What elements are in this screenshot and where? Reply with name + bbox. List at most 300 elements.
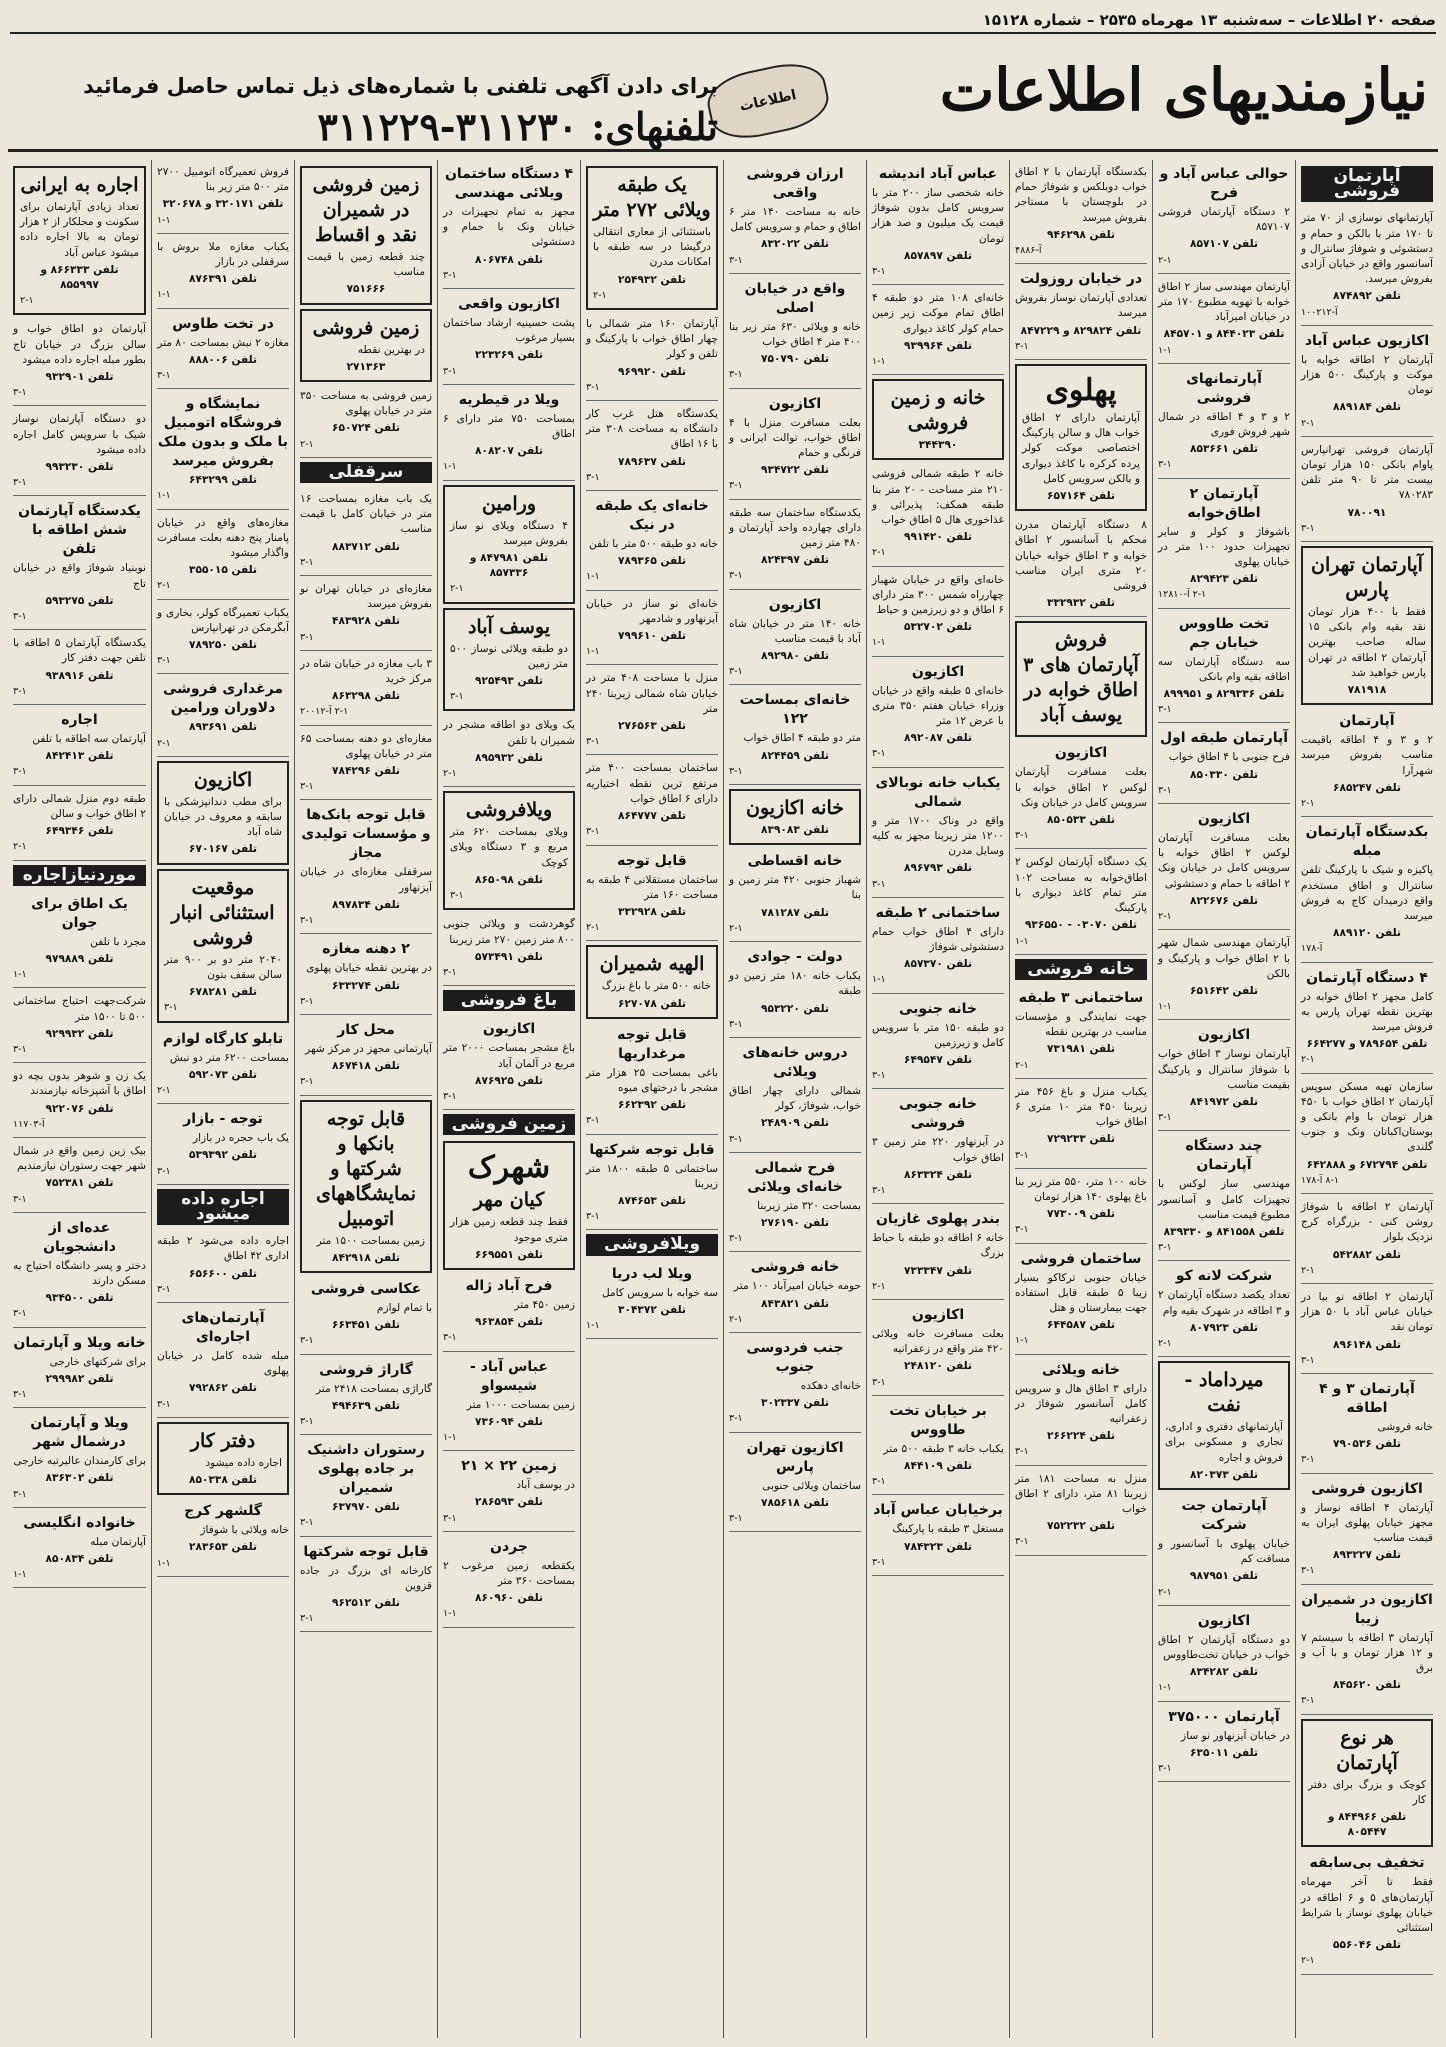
- ad-phone: تلفن ۸۴۴۹۶۶ و ۸۰۵۴۴۷: [1327, 1811, 1407, 1839]
- ad-body: گاراژی بمساحت ۲۴۱۸ متر: [315, 1382, 432, 1395]
- ad-title: بر خیابان تخت طاووس: [889, 1402, 987, 1438]
- ad-body: ۲ و ۳ و ۴ اطاقه در شمال شهر فروش فوری: [1158, 410, 1290, 439]
- ad-body: سرقفلی مغازه‌ای در خیابان آیزنهاور: [300, 866, 432, 894]
- classified-ad: [157, 1107, 289, 1185]
- classified-ad: [1158, 1264, 1290, 1357]
- ad-phone: تلفن ۴۹۴۶۳۹: [332, 1399, 400, 1412]
- ad-phone: تلفن ۸۴۲۴۱۳: [45, 750, 114, 763]
- ad-phone: تلفن ۸۴۳۸۲۱: [761, 1297, 829, 1310]
- classified-ad: [300, 1018, 432, 1096]
- ad-code: آ-۱۰۰۲۱۲: [1301, 306, 1338, 318]
- classified-ad: [1301, 1851, 1433, 1974]
- ad-code: ۳-۱: [13, 766, 27, 778]
- classified-ad: [13, 633, 146, 705]
- classified-ad: [13, 319, 146, 406]
- classified-ad: [872, 901, 1004, 994]
- classified-ad: [443, 1355, 575, 1452]
- ad-body: آپارتمان مبله: [90, 1535, 146, 1548]
- ad-code: ۱-۱: [157, 289, 171, 301]
- classified-ad: [1301, 440, 1433, 542]
- ad-phone: تلفن ۷۳۱۹۸۱: [1047, 1043, 1115, 1056]
- section-header: آپارتمان فروشی: [1301, 166, 1433, 202]
- ad-code: ۳-۱: [1301, 1695, 1315, 1707]
- classified-ad: [1301, 1477, 1433, 1585]
- ad-phone: تلفن ۶۸۵۲۴۷: [1333, 781, 1401, 794]
- ad-title: اکازیون: [1197, 1612, 1251, 1629]
- ad-phone: تلفن ۹۲۲۰۷۶: [45, 1102, 114, 1115]
- ad-code: ۳-۱: [586, 736, 600, 748]
- ad-body: ساختمان مستقلانی ۴ طبقه به مساحت ۱۶۰ متر: [586, 873, 719, 901]
- ad-phone: تلفن ۸۶۴۷۷۷: [618, 810, 686, 823]
- ad-phone: تلفن ۷۹۲۸۶۲: [189, 1382, 257, 1395]
- ad-phone: تلفن ۸۷۶۳۹۱: [189, 273, 257, 286]
- ad-body: مغازه ۲ نبش بمساحت ۸۰ متر: [157, 336, 289, 349]
- ad-phone: تلفن ۷۵۲۳۸۱: [45, 1177, 114, 1190]
- ad-body: دارای ۳ اطاق هال و سرویس کامل آسانسور شوفاژ در زعفرانیه: [1015, 1382, 1147, 1425]
- ad-phone: تلفن ۵۹۳۲۷۵: [45, 594, 114, 607]
- classified-ad: [1158, 1134, 1290, 1261]
- column-7: [437, 160, 580, 2038]
- classified-ad: [1015, 986, 1147, 1079]
- ad-phone: تلفن ۸۴۲۹۱۸: [332, 1251, 400, 1264]
- classified-ad: [729, 1255, 861, 1333]
- ad-title: یک طبقه ویلائی ۲۷۲ متر: [593, 174, 711, 221]
- ad-code: ۳-۱: [443, 1332, 457, 1344]
- ad-code: ۱-۱: [443, 1431, 457, 1443]
- ad-code: ۱-۱: [157, 490, 171, 502]
- classified-ad: [872, 379, 1004, 460]
- classified-ad: [300, 489, 432, 576]
- classified-ad: [157, 513, 289, 600]
- ad-body: یک باب حجره در بازار: [192, 1132, 289, 1145]
- ad-phone: تلفن ۲۹۹۹۸۲: [45, 1372, 114, 1385]
- ad-title: خانه‌ای یک طبقه در نیک: [595, 498, 709, 534]
- ad-phone: تلفن ۶۶۳۴۵۱: [332, 1319, 400, 1332]
- ad-phone: تلفن ۷۳۶۰۹۴: [475, 1415, 543, 1428]
- ad-phone: تلفن ۸۸۳۷۱۲: [332, 540, 400, 553]
- classified-ad: [443, 388, 575, 481]
- ad-phone: تلفن ۲۴۸۹۰۹: [761, 1117, 829, 1130]
- classified-ad: [1301, 208, 1433, 325]
- ad-code: ۳-۱: [729, 1018, 743, 1030]
- ad-phone: تلفن ۸۶۳۳۲۴: [904, 1168, 972, 1181]
- classified-ad: [586, 404, 718, 491]
- section-header: سرقفلی: [300, 462, 432, 483]
- ad-title: قابل توجه شرکتها: [303, 1543, 429, 1560]
- ad-code: ۳-۱: [164, 1002, 178, 1014]
- ad-body: خانه‌ای ۵ طبقه واقع در خیابان وزراء خیابان هفتم ۳۵۰ متری با عرض ۱۲ متر: [872, 684, 1004, 728]
- ad-phone: تلفن ۷۸۹۶۳۷: [618, 455, 686, 468]
- ad-body: دو دستگاه آپارتمان ۲ اطاق خواب در خیابان تخت‌طاووس: [1158, 1633, 1290, 1661]
- ad-phone: تلفن ۸۵۳۶۶۱: [1190, 443, 1258, 456]
- ad-body: آپارتمان ۲ اطاقه با شوفاژ روشن کنی - بزرگراه کرج نزدیک بلوار: [1301, 1200, 1433, 1244]
- masthead: [8, 40, 1438, 152]
- ad-code: ۲-۱: [1015, 1059, 1029, 1071]
- ad-title: عده‌ای از دانشجویان: [43, 1219, 116, 1255]
- ad-title: خانه‌ای بمساحت ۱۲۲: [739, 692, 851, 728]
- ad-title: ۴ دستگاه ساختمان ویلائی مهندسی: [444, 166, 574, 201]
- ad-phone: تلفن ۶۴۹۳۴۶: [45, 825, 114, 838]
- classified-ad: [1158, 933, 1290, 1020]
- ad-body: دارای ۴ اطاق خواب حمام دستشوئی شوفاژ: [872, 925, 1004, 953]
- ad-title: دفتر کار: [190, 1429, 256, 1452]
- ad-phone: تلفن ۸۷۴۶۵۳: [618, 1194, 686, 1207]
- ad-phone: تلفن ۸۴۵۶۲۰: [1333, 1679, 1401, 1692]
- classified-ad: [586, 594, 718, 666]
- ad-code: ۳-۱: [1301, 1565, 1315, 1577]
- ad-code: ۳-۱: [13, 1388, 27, 1400]
- ad-code: ۳-۱: [729, 1512, 743, 1524]
- ad-title: نمایشگاه و فروشگاه اتومبیل با ملک و بدون ملک بفروش میرسد: [157, 396, 289, 470]
- ad-phone: تلفن ۷۹۰۵۳۶: [1333, 1438, 1401, 1451]
- ad-body: مستغل ۳ طبقه با پارکینگ: [892, 1523, 1004, 1536]
- ad-code: ۳-۱: [586, 471, 600, 483]
- ad-title: یک اطاق برای جوان: [31, 895, 128, 931]
- ad-phone: تلفن ۸۳۶۳۰۲: [45, 1472, 114, 1485]
- ad-code: ۳-۱: [1015, 1224, 1029, 1236]
- ad-phone: تلفن ۲۷۶۵۶۳: [618, 720, 686, 733]
- ad-title: اکازیون: [768, 395, 822, 412]
- ad-phone: تلفن ۸۵۷۳۷۰: [904, 958, 972, 971]
- ad-code: ۲-۱ آ-۱۲۸۱۰: [1158, 589, 1207, 601]
- classified-ad: [443, 1141, 575, 1270]
- ad-phone: تلفن ۳۳۲۹۲۸: [618, 905, 686, 918]
- ad-phone: تلفن ۵۹۲۰۷۳: [189, 1068, 257, 1081]
- ad-code: ۳-۱: [1015, 1149, 1029, 1161]
- ad-body: شمالی دارای چهار اطاق خواب، شوفاژ، کولر: [729, 1084, 861, 1113]
- ad-title: دروس خانه‌های ویلائی: [742, 1044, 848, 1080]
- ad-code: ۱-۱: [157, 214, 171, 226]
- ad-code: ۱-۱: [872, 974, 886, 986]
- classified-ad: [443, 715, 575, 787]
- ad-code: ۳-۱: [1015, 1446, 1029, 1458]
- ad-phone: ۳۴۴۳۹۰: [918, 439, 958, 452]
- classified-ad: [1015, 1082, 1147, 1169]
- ad-code: ۲-۱: [443, 768, 457, 780]
- ad-code: ۲-۱: [20, 295, 34, 307]
- ad-code: ۳-۱: [443, 1512, 457, 1524]
- ad-body: مغازه‌ای در خیابان تهران نو بفروش میرسد: [300, 583, 432, 611]
- ad-body: آپارتمان مهندسی ساز ۲ اطاق خوابه با تهویه مطبوع ۱۷۰ متر در خیابان امیرآباد: [1158, 280, 1290, 324]
- ad-code: ۱-۱: [443, 461, 457, 473]
- section-header: ویلافروشی: [586, 1234, 718, 1255]
- ad-title: اکازیون عباس آباد: [1304, 332, 1430, 349]
- ad-title: تخفیف بی‌سابقه: [1309, 1855, 1425, 1872]
- classified-ad: [729, 503, 861, 590]
- ad-code: ۳-۱: [300, 631, 314, 643]
- masthead-phone-numbers: تلفنهای: ۳۱۱۲۳۰-۳۱۱۲۲۹: [317, 104, 718, 149]
- classified-ad: [1158, 162, 1290, 274]
- ad-code: ۲-۱ آ-۲۰۰۱۲: [300, 706, 349, 718]
- column-10: [8, 160, 151, 2038]
- classified-ad: [13, 409, 146, 496]
- ad-body: باغ مشجر بمساحت ۲۰۰۰ متر مربع در آلمان آباد: [443, 1042, 575, 1070]
- ad-title: قابل توجه: [617, 852, 687, 869]
- ad-title: محل کار: [337, 1021, 395, 1038]
- ad-code: ۳-۱: [157, 655, 171, 667]
- ad-phone: تلفن ۷۸۹۶۵۴ و ۶۶۴۲۷۷: [1306, 1038, 1428, 1051]
- ad-body: یکباب خانه ۳ طبقه ۵۰۰ متر: [883, 1442, 1004, 1455]
- ad-code: ۲-۱: [586, 922, 600, 934]
- ad-phone: تلفن ۵۳۲۷۰۲: [904, 621, 972, 634]
- classified-ad: [872, 1303, 1004, 1396]
- ad-phone: تلفن ۸۸۹۱۸۴: [1333, 401, 1401, 414]
- classified-ad: [872, 1207, 1004, 1300]
- ad-title: ویلا لب دریا: [611, 1265, 693, 1282]
- column-8: [294, 160, 437, 2038]
- ad-body: خانه ۲ طبقه شمالی فروشی ۲۱۰ متر مساحت - ۲۰ متر بنا طبقه همکف: پذیرائی و غذاخوری هال ۵ اطاق خواب: [872, 468, 1004, 527]
- ad-title: خانه جنوبی: [899, 1000, 977, 1017]
- ad-phone: تلفن ۸۵۰۸۳۴: [45, 1552, 114, 1565]
- ad-phone: تلفن ۸۴۴۰۲۳ و ۸۴۵۷۰۱: [1163, 328, 1285, 341]
- ad-title: تابلو کارگاه لوازم: [162, 1030, 284, 1047]
- ad-code: ۲-۱: [13, 841, 27, 853]
- ad-body: آپارتمانهای نوسازی از ۷۰ متر تا ۱۷۰ متر با بالکن و حمام و دستشوئی و شوفاژ سانترال و آسانسور واقع در خیابان آزادی بفروش میرسد.: [1301, 212, 1434, 286]
- ad-title: فرح شمالی خانه‌ای ویلائی: [747, 1159, 843, 1195]
- ad-title: حوالی عباس آباد و فرح: [1159, 166, 1289, 201]
- ad-body: باغی بمساحت ۲۵ هزار متر مشجر با درختهای میوه: [586, 1066, 718, 1094]
- classified-ad: [729, 277, 861, 389]
- ad-body: ۳ باب مغازه در خیابان شاه در مرکز خرید: [300, 657, 432, 686]
- ad-phone: تلفن ۸۶۳۲۹۸: [332, 690, 400, 703]
- ad-code: ۳-۱: [1015, 340, 1029, 352]
- ad-title: خانه اقساطی: [747, 853, 843, 870]
- ad-body: منزل به مساحت ۱۸۱ متر زیربنا ۸۱ متر، دارای ۲ اطاق خواب: [1015, 1472, 1147, 1515]
- classified-ad: [1158, 1023, 1290, 1131]
- ad-phone: تلفن ۹۶۳۸۵۴: [475, 1316, 543, 1329]
- ad-body: ۲۰۴۰ متر دو بر ۹۰۰ متر سالن سقف بتون: [164, 953, 282, 981]
- classified-ad: [1015, 741, 1147, 849]
- ad-title: ۴ دستگاه آپارتمان: [1306, 969, 1428, 986]
- ad-code: ۲-۱: [593, 289, 607, 301]
- classified-ad: [586, 1262, 718, 1340]
- ad-code: ۱-۱: [586, 571, 600, 583]
- ad-body: یک باب مغازه بمساحت ۱۶ متر در خیابان کامل با قیمت مناسب: [300, 493, 432, 536]
- classified-ad: [729, 1336, 861, 1433]
- ad-code: ۱-۱: [1158, 1682, 1172, 1694]
- ad-title: تخت طاووس خیابان جم: [1178, 615, 1270, 651]
- classified-ad: [1158, 1609, 1290, 1702]
- ad-phone: تلفن ۹۳۹۹۶۴: [904, 339, 972, 352]
- ad-body: مجرد با تلفن: [90, 935, 146, 948]
- ad-title: اجاره به ایرانی: [20, 174, 139, 196]
- ad-code: ۲-۱: [729, 922, 743, 934]
- ad-body: بکدستگاه آپارتمان با ۲ اطاق خواب دوبلکس و شوفاژ حمام در بلوچستان با مستاجر بفروش میرسد: [1015, 166, 1147, 224]
- classified-ad: [157, 677, 289, 756]
- ad-body: مجهز به تمام تجهیزات در خیابان ونک با حمام و دستشوئی: [443, 206, 575, 249]
- classified-ad: [443, 292, 575, 385]
- classified-ad: [729, 945, 861, 1038]
- classified-ad: [13, 1411, 146, 1508]
- ad-title: یکباب خانه نوبالای شمالی: [875, 774, 1001, 810]
- classified-ad: [1301, 329, 1433, 437]
- ad-title: الهیه شمیران: [599, 953, 705, 976]
- ad-title: ساختمانی ۳ طبقه: [1018, 989, 1144, 1006]
- ad-body: مهندسی ساز لوکس با تجهیزات کامل و آسانسور مطبوع قیمت مناسب: [1158, 1178, 1290, 1221]
- ad-title: خانه ویلا و آپارتمان: [13, 1334, 146, 1351]
- ad-phone: تلفن ۲۲۳۲۶۹: [475, 349, 543, 362]
- classified-ad: [1301, 1077, 1433, 1194]
- ad-phone: ۷۸۱۹۱۸: [1347, 684, 1387, 697]
- ad-code: ۳-۱: [157, 1165, 171, 1177]
- ad-body: آپارتمان دارای ۲ اطاق خواب هال و سالن پارکینگ اختصاصی موکت کولر پرده کرکره با کاغذ دیواری و بالکن سرویس کامل: [1022, 412, 1140, 485]
- ad-code: ۳-۱: [1158, 1763, 1172, 1774]
- ad-phone: تلفن ۷۸۵۶۱۸: [761, 1496, 829, 1509]
- ad-phone: تلفن ۶۳۵۰۱۱: [1190, 1746, 1258, 1759]
- ad-code: ۲-۱: [1301, 417, 1315, 429]
- ad-code: ۲-۱: [1158, 1337, 1172, 1349]
- ad-body: بعلت مسافرت منزل با ۴ اطاق خواب، توالت ایرانی و فرنگی و حمام: [729, 416, 861, 460]
- classified-ad: [586, 668, 718, 755]
- classified-ad: [300, 803, 432, 934]
- classified-ad: [300, 654, 432, 726]
- ad-code: ۳-۱: [872, 266, 886, 278]
- ad-code: ۲-۱: [157, 737, 171, 749]
- ad-phone: تلفن ۸۶۵۰۹۸: [475, 873, 543, 886]
- classified-ad: [1015, 162, 1147, 264]
- ad-code: ۳-۱: [729, 254, 743, 266]
- ad-body: یکقطعه زمین مرغوب ۲ بمساحت ۳۶۰ متر: [443, 1559, 575, 1587]
- ad-body: ساختمان بمساحت ۴۰۰ متر مرتفع ترین نقطه اختیاریه دارای ۶ اطاق خواب: [586, 762, 719, 805]
- ad-body: بیک زین زمین واقع در شمال شهر جهت رستوران نیازمندیم: [13, 1144, 146, 1173]
- ad-body: فقط با ۴۰۰ هزار تومان نقد بقیه وام بانکی ۱۵ ساله صاحب بهترین آپارتمان ۲ اطاقه در تهران پارس خواهید شد: [1308, 606, 1426, 679]
- ad-code: ۲-۱: [1301, 798, 1315, 810]
- ad-phone: تلفن ۹۶۲۵۱۲: [332, 1596, 400, 1609]
- ad-phone: تلفن ۲۸۶۵۹۳: [475, 1496, 543, 1509]
- classified-ad: [157, 761, 289, 865]
- ad-body: یکباب مغازه ملا بروش با سرقفلی در بازار: [157, 240, 289, 269]
- classified-ad: [300, 1358, 432, 1436]
- ad-phone: تلفن ۸۳۹۰۸۳: [761, 824, 829, 837]
- ad-phone: تلفن ۲۷۶۱۹۰: [761, 1216, 829, 1229]
- ad-title: ساختمانی ۲ طبقه: [875, 904, 1001, 921]
- ad-phone: تلفن ۸۹۶۷۹۳: [904, 862, 972, 875]
- ad-title: اجاره: [61, 712, 98, 729]
- ad-title: اکازیون فروشی: [1311, 1480, 1423, 1497]
- ad-code: ۳-۱: [443, 269, 457, 281]
- ad-title: برخیابان عباس آباد: [873, 1502, 1003, 1519]
- ad-body: بمساحت ۷۵۰ متر دارای ۶ اطاق: [443, 412, 575, 441]
- classified-ad: [729, 688, 861, 785]
- section-header: خانه فروشی: [1015, 959, 1147, 980]
- ad-phone: تلفن ۶۶۲۳۹۲: [618, 1099, 686, 1112]
- classified-ad: [729, 392, 861, 500]
- ad-code: ۳-۱: [300, 1517, 314, 1529]
- ad-body: خانه به مساحت ۱۴۰ متر ۶ اطاق و حمام و سرویس کامل: [729, 206, 861, 234]
- ad-title: ویلا در قیطریه: [458, 391, 560, 408]
- ad-phone: تلفن ۸۵۰۳۳۰: [1190, 768, 1258, 781]
- classified-ad: [729, 1156, 861, 1253]
- ad-body: شهباز جنوبی ۴۲۰ متر زمین و بنا: [729, 874, 861, 902]
- ad-body: بعلت مسافرت آپارتمان لوکس ۲ اطاق خوابه با سرویس کامل در خیابان ونک: [1015, 766, 1147, 809]
- ad-phone: تلفن ۳۳۲۹۳۲: [1047, 597, 1115, 610]
- ad-title: قابل توجه مرغداریها: [617, 1026, 687, 1062]
- ad-code: ۳-۱: [729, 1133, 743, 1145]
- classified-ad: [1158, 612, 1290, 724]
- ad-body: جهت نمایندگی و مؤسسات مناسب در بهترین نقطه: [1015, 1010, 1147, 1039]
- ad-phone: تلفن ۵۴۲۸۸۲: [1333, 1248, 1401, 1261]
- ad-code: ۳-۱: [872, 878, 886, 890]
- ad-code: ۳-۱: [1158, 704, 1172, 716]
- classified-ad: [1158, 482, 1290, 609]
- ad-code: ۳-۱: [443, 1090, 457, 1102]
- ad-phone: تلفن ۸۹۲۹۸۰: [761, 650, 829, 663]
- ad-body: دختر و پسر دانشگاه احتیاج به مسکن دارند: [13, 1259, 146, 1287]
- ad-phone: تلفن ۲۸۳۶۵۳: [189, 1541, 257, 1554]
- ad-body: بمساحت ۶۲۰۰ متر دو نبش: [169, 1051, 289, 1064]
- ad-title: زمین ۲۲ × ۲۱: [461, 1458, 557, 1475]
- classified-ad: [872, 1498, 1004, 1576]
- ad-body: خانه ۱۴۰ متر در خیابان شاه آباد با قیمت مناسب: [729, 617, 861, 645]
- classified-ad: [872, 660, 1004, 768]
- ad-body: در بهترین نقطه: [357, 343, 425, 356]
- ad-body: آپارتمان فروشی تهرانپارس پاوام بانکی ۱۵۰ هزار تومان بیست متر تا ۹۰ متر تلفن ۷۸۰۲۸۳: [1301, 443, 1433, 502]
- ad-phone: تلفن ۶۴۹۵۴۷: [904, 1053, 972, 1066]
- ad-body: ویلای بمساحت ۶۲۰ متر مربع و ۳ دستگاه ویلای کوچک: [450, 826, 568, 869]
- ad-body: خانه شخصی ساز ۲۰۰ متر با سرویس کامل بدون شوفاژ قیمت یک میلیون و صد هزار تومان: [872, 187, 1004, 245]
- ad-title: اکازیون: [1197, 1027, 1251, 1044]
- ad-body: ساختمان ویلائی جنوبی: [762, 1479, 861, 1492]
- ad-body: نوبنیاد شوفاژ واقع در خیابان تاج: [13, 562, 146, 590]
- ad-code: ۲-۱: [1301, 1955, 1315, 1967]
- classified-ad: [586, 849, 718, 942]
- classified-ad: [1301, 820, 1433, 962]
- classified-ad: [1015, 515, 1147, 617]
- section-header: زمین فروشی: [443, 1114, 575, 1135]
- ad-phone: تلفن ۶۴۳۲۹۹: [189, 474, 257, 487]
- ad-body: آپارتمانهای دفتری و اداری، تجاری و مسکونی برای فروش و اجاره: [1165, 1421, 1283, 1464]
- ad-phone: تلفن ۸۹۳۲۲۷: [1333, 1549, 1401, 1562]
- ad-code: ۳-۱: [1301, 1354, 1315, 1366]
- classified-ad: [300, 1277, 432, 1355]
- classified-ad: [1015, 852, 1147, 954]
- ad-phone: تلفن ۸۸۸۰۰۶: [189, 353, 257, 366]
- classified-columns: [8, 160, 1438, 2038]
- classified-ad: [872, 771, 1004, 898]
- ad-code: ۲-۱: [1158, 254, 1172, 266]
- ad-code: ۳-۱: [300, 556, 314, 568]
- ad-phone: تلفن ۸۶۰۹۶۰: [475, 1592, 543, 1605]
- ad-phone: تلفن ۹۶۹۹۲۰: [618, 365, 686, 378]
- ad-code: ۳-۱: [729, 1233, 743, 1245]
- ad-phone: تلفن ۶۷۸۲۸۱: [189, 986, 257, 999]
- ad-phone: تلفن ۸۲۴۴۵۹: [761, 749, 829, 762]
- ad-title: شرکت لانه کو: [1175, 1268, 1273, 1285]
- ad-code: آ-۱۱۷۰۳: [13, 1118, 45, 1130]
- ad-phone: تلفن ۸۶۷۴۱۸: [332, 1060, 400, 1073]
- ad-code: ۳-۱: [729, 369, 743, 381]
- ad-body: شرکت‌جهت احتیاج ساختمانی ۵۰۰ تا ۱۵۰۰ متر: [13, 995, 146, 1023]
- classified-ad: [586, 1023, 718, 1135]
- ad-code: ۱-۱: [1158, 1001, 1172, 1013]
- ad-title: کیان مهر: [473, 1189, 545, 1212]
- ad-title: در خیابان روزولت: [1019, 271, 1143, 288]
- ad-body: زمین فروشی به مساحت ۳۵۰ متر در خیابان پهلوی: [300, 390, 432, 418]
- classified-ad: [300, 579, 432, 651]
- ad-body: خانه‌ای دهکده: [800, 1379, 861, 1392]
- ad-body: ۴ دستگاه ویلای نو ساز بفروش میرسد: [450, 519, 568, 547]
- ad-phone: تلفن ۳۰۲۳۳۷: [761, 1397, 829, 1410]
- ad-phone: تلفن ۰۳۰۷۰ - ۹۳۶۵۵۰: [1024, 919, 1138, 932]
- ad-body: خانه ۶ اطاقه دو طبقه با حیاط بزرگ: [872, 1232, 1004, 1260]
- ad-code: ۳-۱: [450, 890, 464, 902]
- ad-code: ۳-۱: [872, 1070, 886, 1082]
- ad-title: آپارتمان ۳ و ۴ اطاقه: [1319, 1380, 1415, 1416]
- classified-ad: [729, 1436, 861, 1533]
- ad-code: ۳-۱: [300, 1335, 314, 1347]
- ad-body: برای شرکتهای خارجی: [49, 1355, 146, 1368]
- classified-ad: [13, 1141, 146, 1213]
